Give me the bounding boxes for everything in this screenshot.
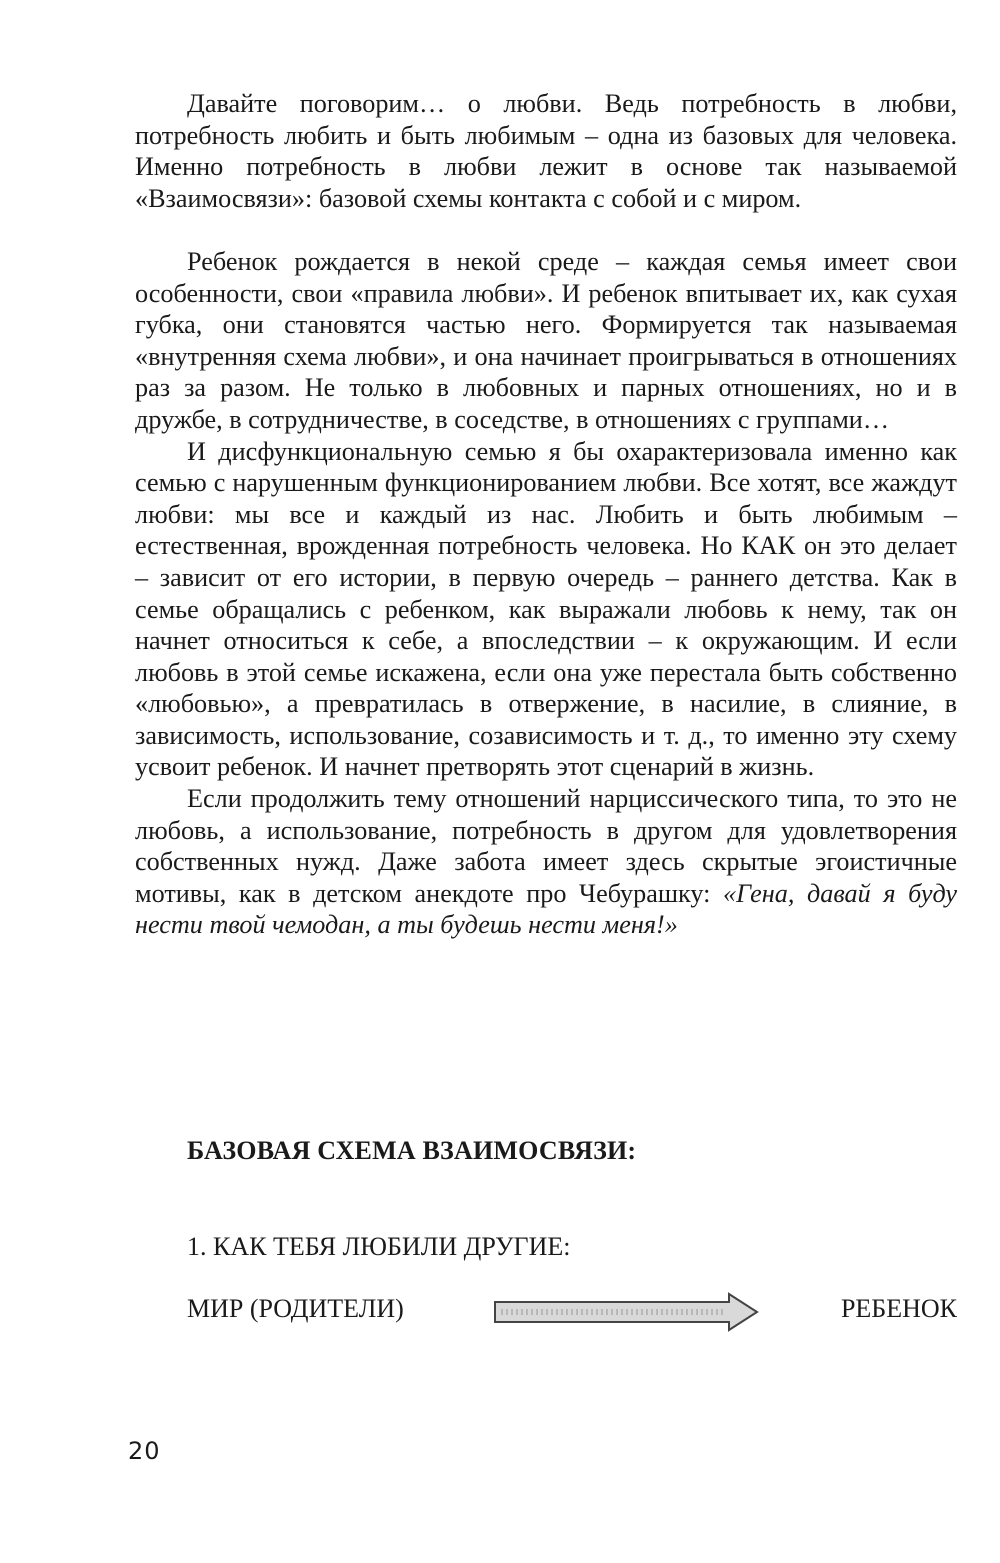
body-text: [135, 88, 957, 941]
cheburashka-quote: «Гена, давай я буду нести твой чемодан, а ты будешь нести меня!»: [135, 878, 957, 940]
paragraph-3: И дисфункциональную семью я бы охарактеризовала именно как семью с нарушенным функционированием любви. Все хотят, все жаждут любви: мы все и каждый из нас. Любить и быть любимым – естественная, врожденная потребность человека. Но КАК он это делает – зависит от его истории, в первую очередь – раннего детства. Как в семье обращались с ребенком, как выражали любовь к нему, так он начнет относиться к себе, а впоследствии – к окружающим. И если любовь в этой семье искажена, если она уже перестала быть собственно «любовью», а превратилась в отвержение, в насилие, в слияние, в зависимость, использование, созависимость и т. д., то именно эту схему усвоит ребенок. И начнет претворять этот сценарий в жизнь.: [135, 436, 957, 782]
paragraph-4: [135, 783, 957, 941]
page-number: 20: [128, 1437, 161, 1465]
paragraph-4-text: Если продолжить тему отношений нарциссического типа, то это не любовь, а использование, потребность в другом для удовлетворения собственных нужд. Даже забота имеет здесь скрытые эгоистичные мотивы, как в детском анекдоте про Чебурашку:: [135, 784, 957, 908]
diagram-source-label: МИР (РОДИТЕЛИ): [187, 1294, 404, 1323]
section-title: БАЗОВАЯ СХЕМА ВЗАИМОСВЯЗИ:: [187, 1136, 637, 1165]
diagram-target-label: РЕБЕНОК: [840, 1294, 957, 1323]
paragraph-2: Ребенок рождается в некой среде – каждая семья имеет свои особенности, свои «правила любви». И ребенок впитывает их, как сухая губка, они становятся частью него. Формируется так называемая «внутренняя схема любви», и она начинает проигрываться в отношениях раз за разом. Не только в любовных и парных отношениях, но и в дружбе, в сотрудничестве, в соседстве, в отношениях с группами…: [135, 246, 957, 434]
right-arrow-icon: [493, 1292, 759, 1332]
item-heading-1: 1. КАК ТЕБЯ ЛЮБИЛИ ДРУГИЕ:: [187, 1232, 571, 1261]
paragraph-1: Давайте поговорим… о любви. Ведь потребность в любви, потребность любить и быть любимым – одна из базовых для человека. Именно потребность в любви лежит в основе так называемой «Взаимосвязи»: базовой схемы контакта с собой и с миром.: [135, 89, 957, 213]
relationship-diagram: [187, 1292, 957, 1332]
